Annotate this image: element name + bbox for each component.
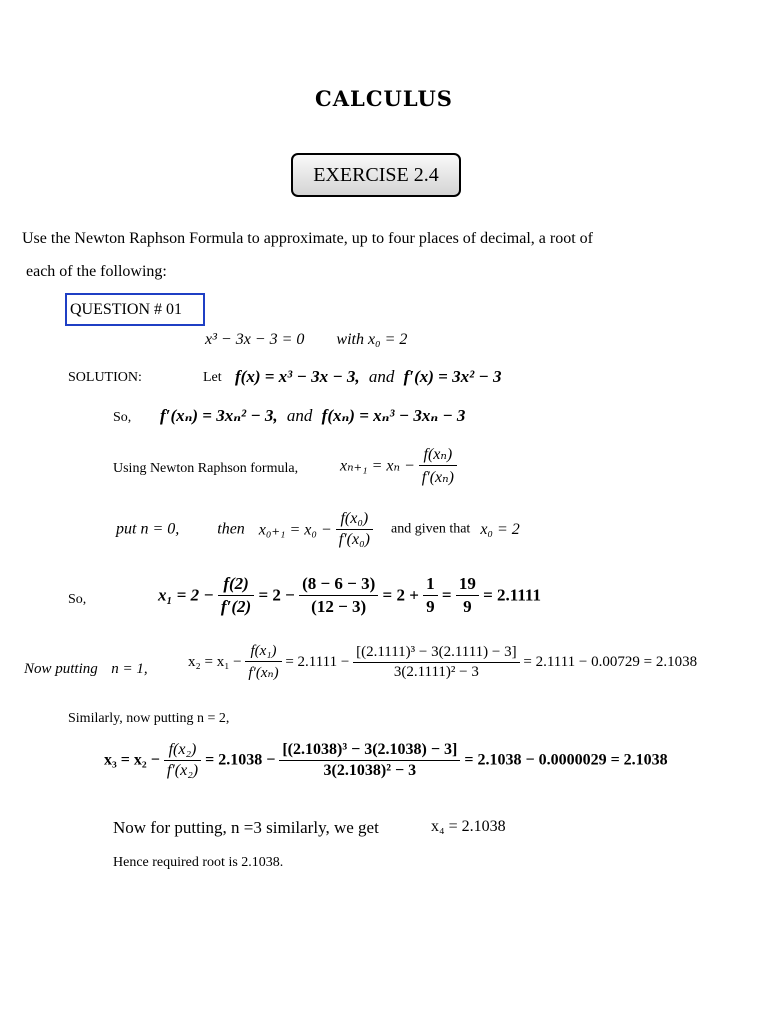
then-fraction <box>336 510 373 549</box>
nr-denominator: f′(xₙ) <box>421 469 454 486</box>
step3-frac1 <box>164 741 201 780</box>
similarly-text: Similarly, now putting n = 2, <box>68 711 230 726</box>
step3-equation <box>104 741 668 780</box>
put-n0-line <box>116 510 520 549</box>
then-numerator: f(x₀) <box>336 510 373 530</box>
so-label: So, <box>113 410 132 425</box>
let-text: Let <box>203 370 222 385</box>
nr-lhs: xₙ₊₁ = xₙ − <box>340 457 415 475</box>
step2-frac2-num: [(2.1111)³ − 3(2.1111) − 3] <box>353 644 520 663</box>
step1-frac3-den: 9 <box>426 597 435 616</box>
f-definition: f(x) = x³ − 3x − 3, <box>235 367 360 386</box>
solution-label: SOLUTION: <box>68 370 142 385</box>
instruction-line-1: Use the Newton Raphson Formula to approximate, up to four places of decimal, a root of <box>22 230 593 247</box>
f-xn: f(xₙ) = xₙ³ − 3xₙ − 3 <box>321 406 466 425</box>
step4-text: Now for putting, n =3 similarly, we get <box>113 818 379 837</box>
then-lhs: x₀₊₁ = x₀ − <box>258 521 332 539</box>
step2-label: Now putting <box>24 661 98 677</box>
then-denominator: f′(x₀) <box>338 531 370 548</box>
question-equation-text: x³ − 3x − 3 = 0 <box>205 331 305 348</box>
step1-lhs: x₁ = 2 − <box>158 585 214 605</box>
and-word: and <box>368 367 395 386</box>
step1-frac1-den: f′(2) <box>220 597 252 616</box>
question-condition: with x₀ = 2 <box>336 331 408 348</box>
step2-eq-val: = 2.1111 − <box>285 654 350 670</box>
page-title: CALCULUS <box>315 86 453 111</box>
step1-frac3 <box>423 574 438 617</box>
given-text: and given that <box>391 521 471 537</box>
conclusion-text: Hence required root is 2.1038. <box>113 855 284 870</box>
nr-numerator: f(xₙ) <box>419 444 457 466</box>
step3-frac1-den: f′(x₂) <box>166 762 199 779</box>
then-text: then <box>217 520 245 538</box>
put-text: put n = 0, <box>116 520 180 538</box>
fprime-xn: f′(xₙ) = 3xₙ² − 3, <box>160 406 278 425</box>
exercise-heading-box: EXERCISE 2.4 <box>291 153 461 197</box>
function-definitions <box>235 367 501 387</box>
fprime-definition: f′(x) = 3x² − 3 <box>403 367 502 386</box>
and-word-2: and <box>286 406 313 425</box>
step1-frac4-den: 9 <box>463 597 472 616</box>
step1-frac1 <box>218 574 254 617</box>
step2-equation <box>188 643 697 682</box>
step1-so-label: So, <box>68 592 87 607</box>
given-value: x₀ = 2 <box>480 520 520 538</box>
step3-lhs: x₃ = x₂ − <box>104 751 160 769</box>
step3-result: = 2.1038 − 0.0000029 = 2.1038 <box>464 751 668 769</box>
step2-frac2-den: 3(2.1111)² − 3 <box>393 664 479 680</box>
step1-frac1-num: f(2) <box>218 574 254 596</box>
step3-eq-val: = 2.1038 − <box>205 751 276 769</box>
xn-definitions <box>160 406 465 426</box>
nr-formula <box>340 444 457 487</box>
step1-eq: = <box>441 585 452 605</box>
step1-frac2-den: (12 − 3) <box>311 597 367 616</box>
step3-frac1-num: f(x₂) <box>164 741 201 761</box>
step1-frac4 <box>456 574 479 617</box>
step2-lhs: x₂ = x₁ − <box>188 654 242 670</box>
step1-frac2-num: (8 − 6 − 3) <box>299 574 378 596</box>
step3-frac2-num: [(2.1038)³ − 3(2.1038) − 3] <box>279 741 460 761</box>
step1-eq-two: = 2 − <box>258 585 295 605</box>
step2-n: n = 1, <box>111 661 148 677</box>
step3-frac2 <box>279 741 460 780</box>
step2-frac1-num: f(x₁) <box>245 643 281 662</box>
question-equation <box>205 331 407 349</box>
step2-frac1 <box>245 643 281 682</box>
step1-frac4-num: 19 <box>456 574 479 596</box>
step2-label-line <box>24 661 148 678</box>
nr-fraction <box>419 444 457 487</box>
instruction-line-2: each of the following: <box>26 263 167 280</box>
step1-result: = 2.1111 <box>483 585 541 605</box>
step2-frac2 <box>353 644 520 681</box>
step2-result: = 2.1111 − 0.00729 = 2.1038 <box>523 654 698 670</box>
question-label-box: QUESTION # 01 <box>65 293 205 326</box>
step2-frac1-den: f′(xₙ) <box>248 665 279 681</box>
nr-intro: Using Newton Raphson formula, <box>113 461 299 476</box>
step1-equation <box>158 574 541 617</box>
step3-frac2-den: 3(2.1038)² − 3 <box>323 762 417 779</box>
step1-eq-plus: = 2 + <box>382 585 419 605</box>
step1-frac3-num: 1 <box>423 574 438 596</box>
step4-value: x₄ = 2.1038 <box>431 818 506 835</box>
step1-frac2 <box>299 574 378 617</box>
